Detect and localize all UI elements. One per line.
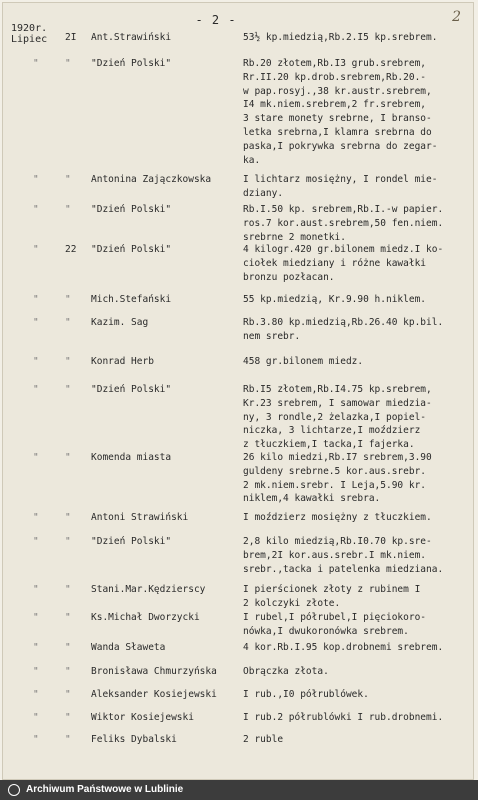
description-line: ka.: [243, 154, 261, 166]
ditto-mark: ": [65, 58, 71, 69]
donation-description: [243, 57, 469, 167]
donor-name: Mich.Stefański: [91, 294, 172, 305]
description-line: Rr.II.20 kp.drob.srebrem,Rb.20.-: [243, 71, 427, 83]
ditto-mark: ": [65, 356, 71, 367]
description-line: I4 mk.niem.srebrem,2 fr.srebrem,: [243, 99, 427, 111]
ditto-mark: ": [33, 512, 39, 523]
description-line: niklem,4 kawałki srebra.: [243, 493, 381, 505]
description-line: bronzu pozłacan.: [243, 271, 335, 283]
donation-description: [243, 173, 469, 201]
ditto-mark: ": [65, 452, 71, 463]
ditto-mark: ": [65, 734, 71, 745]
description-line: ros.7 kor.aust.srebrem,50 fen.niem.: [243, 217, 444, 229]
description-line: 26 kilo miedzi,Rb.I7 srebrem,3.90: [243, 452, 432, 463]
description-line: nówka,I dwukoronówka srebrem.: [243, 625, 409, 637]
entry-day: 2I: [65, 32, 77, 43]
archive-name: Archiwum Państwowe w Lublinie: [26, 784, 184, 795]
description-line: 2 ruble: [243, 734, 284, 745]
donation-description: [243, 383, 469, 452]
description-line: I moździerz mosiężny z tłuczkiem.: [243, 512, 432, 523]
description-line: I rubel,I półrubel,I pięciokoro-: [243, 612, 427, 623]
description-line: guldeny srebrne.5 kor.aus.srebr.: [243, 465, 427, 477]
description-line: Rb.20 złotem,Rb.I3 grub.srebrem,: [243, 58, 427, 69]
ditto-mark: ": [33, 58, 39, 69]
donor-name: Feliks Dybalski: [91, 734, 177, 745]
description-line: I lichtarz mosiężny, I rondel mie-: [243, 174, 438, 185]
description-line: z tłuczkiem,I tacka,I fajerka.: [243, 439, 415, 451]
description-line: w pap.rosyj.,38 kr.austr.srebrem,: [243, 85, 432, 97]
ditto-mark: ": [33, 689, 39, 700]
ditto-mark: ": [33, 612, 39, 623]
donation-description: [243, 451, 469, 506]
description-line: 458 gr.bilonem miedz.: [243, 356, 364, 367]
entry-day: 22: [65, 244, 77, 255]
ditto-mark: ": [33, 174, 39, 185]
ditto-mark: ": [65, 384, 71, 395]
donor-name: "Dzień Polski": [91, 536, 172, 547]
page-number: - 2 -: [195, 13, 237, 27]
description-line: ciołek miedziany i różne kawałki: [243, 257, 427, 269]
donation-description: [243, 535, 469, 576]
ditto-mark: ": [33, 294, 39, 305]
description-line: I rub.2 półrublówki I rub.drobnemi.: [243, 712, 444, 723]
ditto-mark: ": [65, 536, 71, 547]
donor-name: Bronisława Chmurzyńska: [91, 666, 217, 677]
donor-name: "Dzień Polski": [91, 244, 172, 255]
donation-description: [243, 203, 469, 244]
donation-description: [243, 293, 469, 307]
description-line: Rb.I5 złotem,Rb.I4.75 kp.srebrem,: [243, 384, 432, 395]
donation-description: [243, 611, 469, 639]
description-line: brem,2I kor.aus.srebr.I mk.niem.: [243, 549, 427, 561]
description-line: 53½ kp.miedzią,Rb.2.I5 kp.srebrem.: [243, 32, 438, 43]
ditto-mark: ": [65, 174, 71, 185]
description-line: nem srebr.: [243, 330, 301, 342]
donor-name: "Dzień Polski": [91, 204, 172, 215]
donation-description: [243, 243, 469, 284]
ditto-mark: ": [33, 584, 39, 595]
ditto-mark: ": [65, 612, 71, 623]
ditto-mark: ": [33, 642, 39, 653]
donor-name: Wanda Sławeta: [91, 642, 166, 653]
archive-footer: [0, 780, 478, 800]
year-label: 1920r.: [11, 23, 48, 34]
description-line: niczka, 3 lichtarze,I moździerz: [243, 425, 421, 437]
description-line: srebrne 2 monetki.: [243, 231, 346, 243]
description-line: 4 kor.Rb.I.95 kop.drobnemi srebrem.: [243, 642, 444, 653]
document-page: [2, 2, 474, 780]
description-line: 2 mk.niem.srebr. I Leja,5.90 kr.: [243, 479, 427, 491]
description-line: 3 stare monety srebrne, I branso-: [243, 113, 432, 125]
donor-name: "Dzień Polski": [91, 58, 172, 69]
donation-description: [243, 733, 469, 747]
description-line: 55 kp.miedzią, Kr.9.90 h.niklem.: [243, 294, 427, 305]
description-line: srebr.,tacka i patelenka miedziana.: [243, 563, 444, 575]
ditto-mark: ": [65, 666, 71, 677]
ditto-mark: ": [33, 666, 39, 677]
description-line: 2,8 kilo miedzią,Rb.I0.70 kp.sre-: [243, 536, 432, 547]
description-line: letka srebrna,I klamra srebrna do: [243, 126, 432, 138]
description-line: 4 kilogr.420 gr.bilonem miedz.I ko-: [243, 244, 444, 255]
ditto-mark: ": [65, 712, 71, 723]
donation-description: [243, 31, 469, 45]
ditto-mark: ": [33, 536, 39, 547]
donation-description: [243, 511, 469, 525]
ditto-mark: ": [65, 317, 71, 328]
description-line: 2 kolczyki złote.: [243, 597, 341, 609]
ditto-mark: ": [33, 734, 39, 745]
ditto-mark: ": [65, 204, 71, 215]
description-line: ny, 3 rondle,2 żelazka,I popiel-: [243, 411, 427, 423]
archive-logo-icon: [8, 784, 20, 796]
description-line: I rub.,I0 półrublówek.: [243, 689, 369, 700]
ditto-mark: ": [33, 244, 39, 255]
description-line: Kr.23 srebrem, I samowar miedzia-: [243, 397, 432, 409]
description-line: I pierścionek złoty z rubinem I: [243, 584, 421, 595]
description-line: paska,I pokrywka srebrna do zegar-: [243, 140, 438, 152]
donor-name: Konrad Herb: [91, 356, 154, 367]
donation-description: [243, 355, 469, 369]
donation-description: [243, 665, 469, 679]
month-label: Lipiec: [11, 34, 48, 45]
ditto-mark: ": [33, 452, 39, 463]
ditto-mark: ": [65, 642, 71, 653]
ditto-mark: ": [33, 204, 39, 215]
description-line: Rb.I.50 kp. srebrem,Rb.I.-w papier.: [243, 204, 444, 215]
donor-name: Aleksander Kosiejewski: [91, 689, 217, 700]
ditto-mark: ": [65, 512, 71, 523]
donor-name: Ant.Strawiński: [91, 32, 172, 43]
donor-name: Antonina Zajączkowska: [91, 174, 212, 185]
donor-name: Antoni Strawiński: [91, 512, 189, 523]
description-line: Obrączka złota.: [243, 666, 329, 677]
donation-description: [243, 641, 469, 655]
donor-name: Stani.Mar.Kędzierscy: [91, 584, 206, 595]
donation-description: [243, 316, 469, 344]
ditto-mark: ": [33, 356, 39, 367]
ditto-mark: ": [65, 584, 71, 595]
description-line: Rb.3.80 kp.miedzią,Rb.26.40 kp.bil.: [243, 317, 444, 328]
date-header: [11, 23, 47, 45]
donor-name: "Dzień Polski": [91, 384, 172, 395]
ditto-mark: ": [65, 294, 71, 305]
archive-folio-number: 2: [452, 9, 461, 25]
donor-name: Komenda miasta: [91, 452, 172, 463]
donor-name: Ks.Michał Dworzycki: [91, 612, 200, 623]
ditto-mark: ": [33, 384, 39, 395]
donation-description: [243, 711, 469, 725]
donor-name: Kazim. Sag: [91, 317, 149, 328]
description-line: dziany.: [243, 187, 284, 199]
donation-description: [243, 583, 469, 611]
donor-name: Wiktor Kosiejewski: [91, 712, 194, 723]
ditto-mark: ": [33, 317, 39, 328]
donation-description: [243, 688, 469, 702]
ditto-mark: ": [65, 689, 71, 700]
ditto-mark: ": [33, 712, 39, 723]
